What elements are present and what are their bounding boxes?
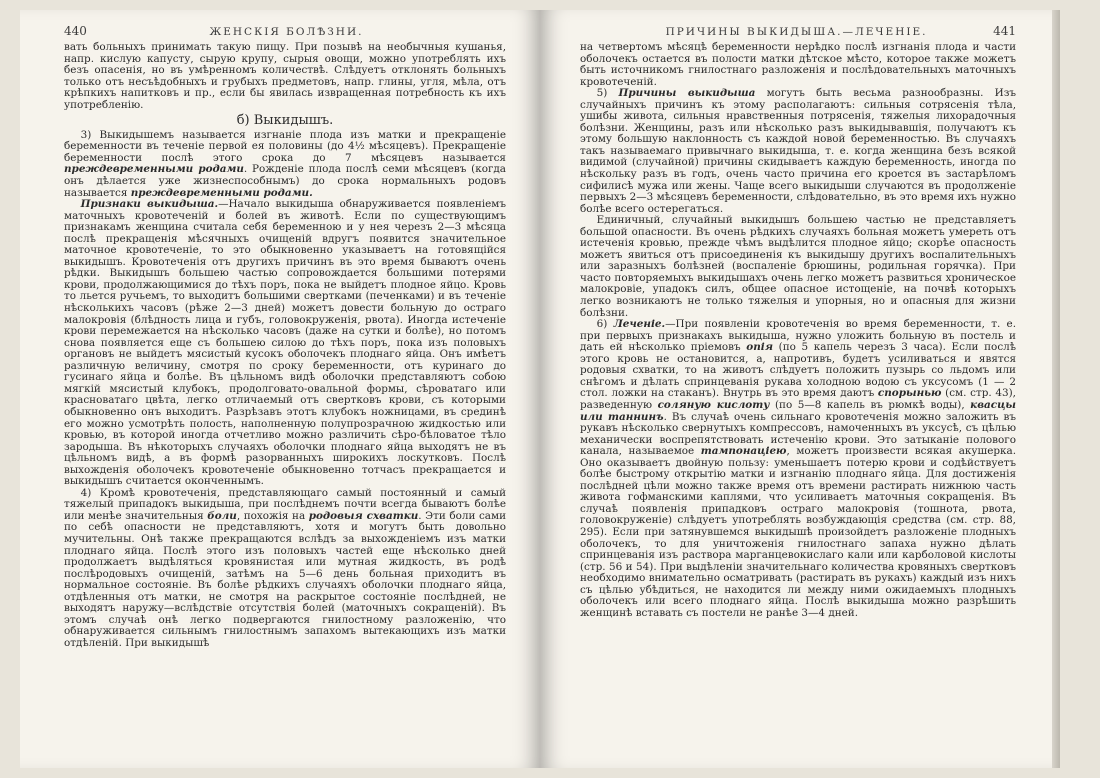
running-head: ПРИЧИНЫ ВЫКИДЫША.—ЛЕЧЕНІЕ.	[665, 26, 928, 38]
paragraph: 5) Причины выкидыша могутъ быть весьма разнообразны. Изъ случайныхъ причинъ къ этому располагаютъ: сильныя сотрясенія тѣла, ушибы живота, сильныя нравственныя потрясенія, тяжелыя лихорадочныя болѣзни. Женщины, разъ или нѣсколько разъ выкидывавшія, получаютъ къ этому большую наклонность съ каждой новой беременностью. Въ случаяхъ такъ называемаго привычнаго выкидыша, т. е. когда женщина безъ всякой видимой (случайной) причины скидываетъ каждую беременность, иногда по нѣскольку разъ въ годъ, очень часто причина его кроется въ застарѣломъ сифилисѣ мужа или жены. Чаще всего выкидыши случаются въ продолженіе первыхъ 2—3 мѣсяцевъ беременности, слѣдовательно, въ это время ихъ нужно болѣе всего остерегаться.	[580, 87, 1017, 215]
paragraph: вать больныхъ принимать такую пищу. При позывѣ на необычныя кушанья, напр. кислую капусту, сырую крупу, сырыя овощи, можно употреблять ихъ безъ опасенія, но въ умѣренномъ количествѣ. Слѣдуетъ отклонять больныхъ только отъ несъѣдобныхъ и грубыхъ предметовъ, напр. глины, угля, мѣла, отъ крѣпкихъ напитковъ и пр., если бы явилась извращенная потребность къ ихъ употребленію.	[64, 41, 506, 111]
paragraph: 4) Кромѣ кровотеченія, представляющаго самый постоянный и самый тяжелый припадокъ выкидыша, при послѣднемъ почти всегда бываютъ болѣе или менѣе значительныя боли, похожія на родовыя схватки. Эти боли сами по себѣ опасности не представляютъ, хотя и могутъ быть довольно мучительны. Онѣ также прекращаются вслѣдъ за выхожденіемъ изъ матки плоднаго яйца. Послѣ этого изъ половыхъ частей еще нѣсколько дней продолжаетъ выдѣляться кровянистая или мутная жидкость, въ родѣ послѣродовыхъ очищеній, затѣмъ на 5—6 день больная приходитъ въ нормальное состояніе. Въ болѣе рѣдкихъ случаяхъ оболочки плоднаго яйца, отдѣленныя отъ матки, не смотря на раскрытое состояніе послѣдней, не выходятъ наружу—вслѣдствіе отсутствія болей (маточныхъ сокращеній). Въ этомъ случаѣ онѣ легко подвергаются гнилостному разложенію, что обнаруживается сильнымъ гнилостнымъ запахомъ вытекающихъ изъ матки отдѣленій. При выкидышѣ	[64, 486, 506, 649]
section-title: б) Выкидышъ.	[236, 113, 334, 129]
paragraph: на четвертомъ мѣсяцѣ беременности нерѣдко послѣ изгнанія плода и части оболочекъ остается въ полости матки дѣтское мѣсто, которое также можетъ быть источникомъ гнилостнаго разложенія и послѣдовательныхъ маточныхъ кровотеченій.	[580, 41, 1016, 88]
left-page	[20, 10, 540, 768]
paragraph: Признаки выкидыша.—Начало выкидыша обнаруживается появленіемъ маточныхъ кровотеченій и болей въ животѣ. Если по существующимъ признакамъ женщина считала себя беременною и у нея черезъ 2—3 мѣсяца послѣ прекращенія мѣсячныхъ очищеній вдругъ появится значительное маточное кровотеченіе, то это обыкновенно указываетъ на готовящійся выкидышъ. Кровотеченія отъ другихъ причинъ въ это время бываютъ очень рѣдки. Выкидышъ большею частью сопровождается большими потерями крови, продолжающимися до тѣхъ поръ, пока не выйдетъ плодное яйцо. Кровь то льется ручьемъ, то выходитъ большими свертками (печенками) и въ теченіе нѣсколькихъ часовъ (рѣже 2—3 дней) можетъ довести больную до остраго малокровія (блѣдность лица и губъ, головокруженія, рвота). Иногда истеченіе крови перемежается на нѣсколько часовъ (даже на сутки и болѣе), но потомъ снова появляется еще съ большею силою до тѣхъ поръ, пока изъ половыхъ органовъ не выйдетъ мясистый кусокъ оболочекъ плоднаго яйца. Онъ имѣетъ различную величину, смотря по сроку беременности, отъ куринаго до гусинаго яйца и болѣе. Въ цѣльномъ видѣ оболочки представляютъ собою мягкій мясистый клубокъ, продолговато-овальной формы, сѣроватаго или красноватаго цвѣта, легко отличаемый отъ свертковъ крови, съ которыми обыкновенно онъ выходитъ. Разрѣзавъ этотъ клубокъ ножницами, въ срединѣ его можно усмотрѣть полость, наполненную полупрозрачною жидкостью или кровью, въ которой иногда отчетливо можно различить сѣро-бѣловатое тѣло зародыша. Въ нѣкоторыхъ случаяхъ оболочки плоднаго яйца выходятъ не въ цѣльномъ видѣ, а въ формѣ разорванныхъ широкихъ лоскутковъ. Послѣ выхожденія оболочекъ кровотеченіе обыкновенно тотчасъ прекращается и выкидышъ считается оконченнымъ.	[64, 198, 506, 488]
left-page-body	[20, 40, 540, 649]
paragraph: 6) Леченіе.—При появленіи кровотеченія во время беременности, т. е. при первыхъ признакахъ выкидыша, нужно уложить больную въ постель и дать ей нѣсколько пріемовъ опія (по 5 капель черезъ 3 часа). Если послѣ этого кровь не остановится, а, напротивъ, будетъ усиливаться и явятся родовыя схватки, то на животъ слѣдуетъ положить пузырь со льдомъ или снѣгомъ и дѣлать спринцеванія рукава холодною водою съ уксусомъ (1 — 2 стол. ложки на стаканъ). Внутрь въ это время даютъ спорынью (см. стр. 43), разведенную соляную кислоту (по 5—8 капель въ рюмкѣ воды), квасцы или таннинъ. Въ случаѣ очень сильнаго кровотеченія можно заложить въ рукавъ нѣсколько свернутыхъ компрессовъ, намоченныхъ въ уксусѣ, съ цѣлью механически воспрепятствовать истеченію крови. Это затыканіе полового канала, называемое тампонаціею, можетъ произвести всякая акушерка. Оно оказываетъ двойную пользу: уменьшаетъ потерю крови и содѣйствуетъ болѣе быстрому открытію матки и изгнанію плоднаго яйца. Для достиженія послѣдней цѣли можно также время отъ времени растирать нижнюю часть живота гофманскими каплями, что усиливаетъ маточныя сокращенія. Въ случаѣ появленія припадковъ остраго малокровія (тошнота, рвота, головокруженіе) слѣдуетъ употреблять возбуждающія средства (см. стр. 88, 295). Если при затянувшемся выкидышѣ произойдетъ разложеніе плодныхъ оболочекъ, то для уничтоженія гнилостнаго запаха нужно дѣлать спринцеванія изъ раствора марганцевокислаго кали или карболовой кислоты (стр. 56 и 54). При выдѣленіи значительнаго количества кровяныхъ свертковъ необходимо внимательно осматривать (растирать въ рукахъ) каждый изъ нихъ съ цѣлью убѣдиться, не находится ли между ними ожидаемыхъ плодныхъ оболочекъ или всего плоднаго яйца. Послѣ выкидыша можно разрѣшить женщинѣ вставать съ постели не ранѣе 3—4 дней.	[580, 318, 1017, 619]
right-page	[540, 10, 1060, 768]
left-page-header	[20, 10, 540, 40]
right-page-body	[540, 40, 1060, 619]
page-number: 441	[993, 24, 1016, 38]
paragraph: Единичный, случайный выкидышъ большею частью не представляетъ большой опасности. Въ очень рѣдкихъ случаяхъ больная можетъ умереть отъ истеченія кровью, прежде чѣмъ выдѣлится плодное яйцо; скорѣе опасность можетъ явиться отъ присоединенія къ выкидышу другихъ воспалительныхъ или заразныхъ болѣзней (воспаленіе брюшины, родильная горячка). При часто повторяемыхъ выкидышахъ очень легко можетъ развиться хроническое малокровіе, упадокъ силъ, общее опасное истощеніе, на почвѣ которыхъ легко возникаютъ не только тяжелыя и упорныя, но и опасныя для жизни болѣзни.	[580, 214, 1016, 319]
page-edge	[1052, 10, 1060, 768]
running-head: ЖЕНСКІЯ БОЛѢЗНИ.	[209, 26, 364, 38]
paragraph: 3) Выкидышемъ называется изгнаніе плода изъ матки и прекращеніе беременности въ теченіе первой ея половины (до 4½ мѣсяцевъ). Прекращеніе беременности послѣ этого срока до 7 мѣсяцевъ называется преждевременными родами. Рожденіе плода послѣ семи мѣсяцевъ (когда онъ дѣлается уже жизнеспособнымъ) до срока нормальныхъ родовъ называется преждевременными родами.	[64, 128, 506, 199]
right-page-header	[540, 10, 1060, 40]
page-number: 440	[64, 24, 87, 38]
book-spread	[20, 10, 1060, 768]
